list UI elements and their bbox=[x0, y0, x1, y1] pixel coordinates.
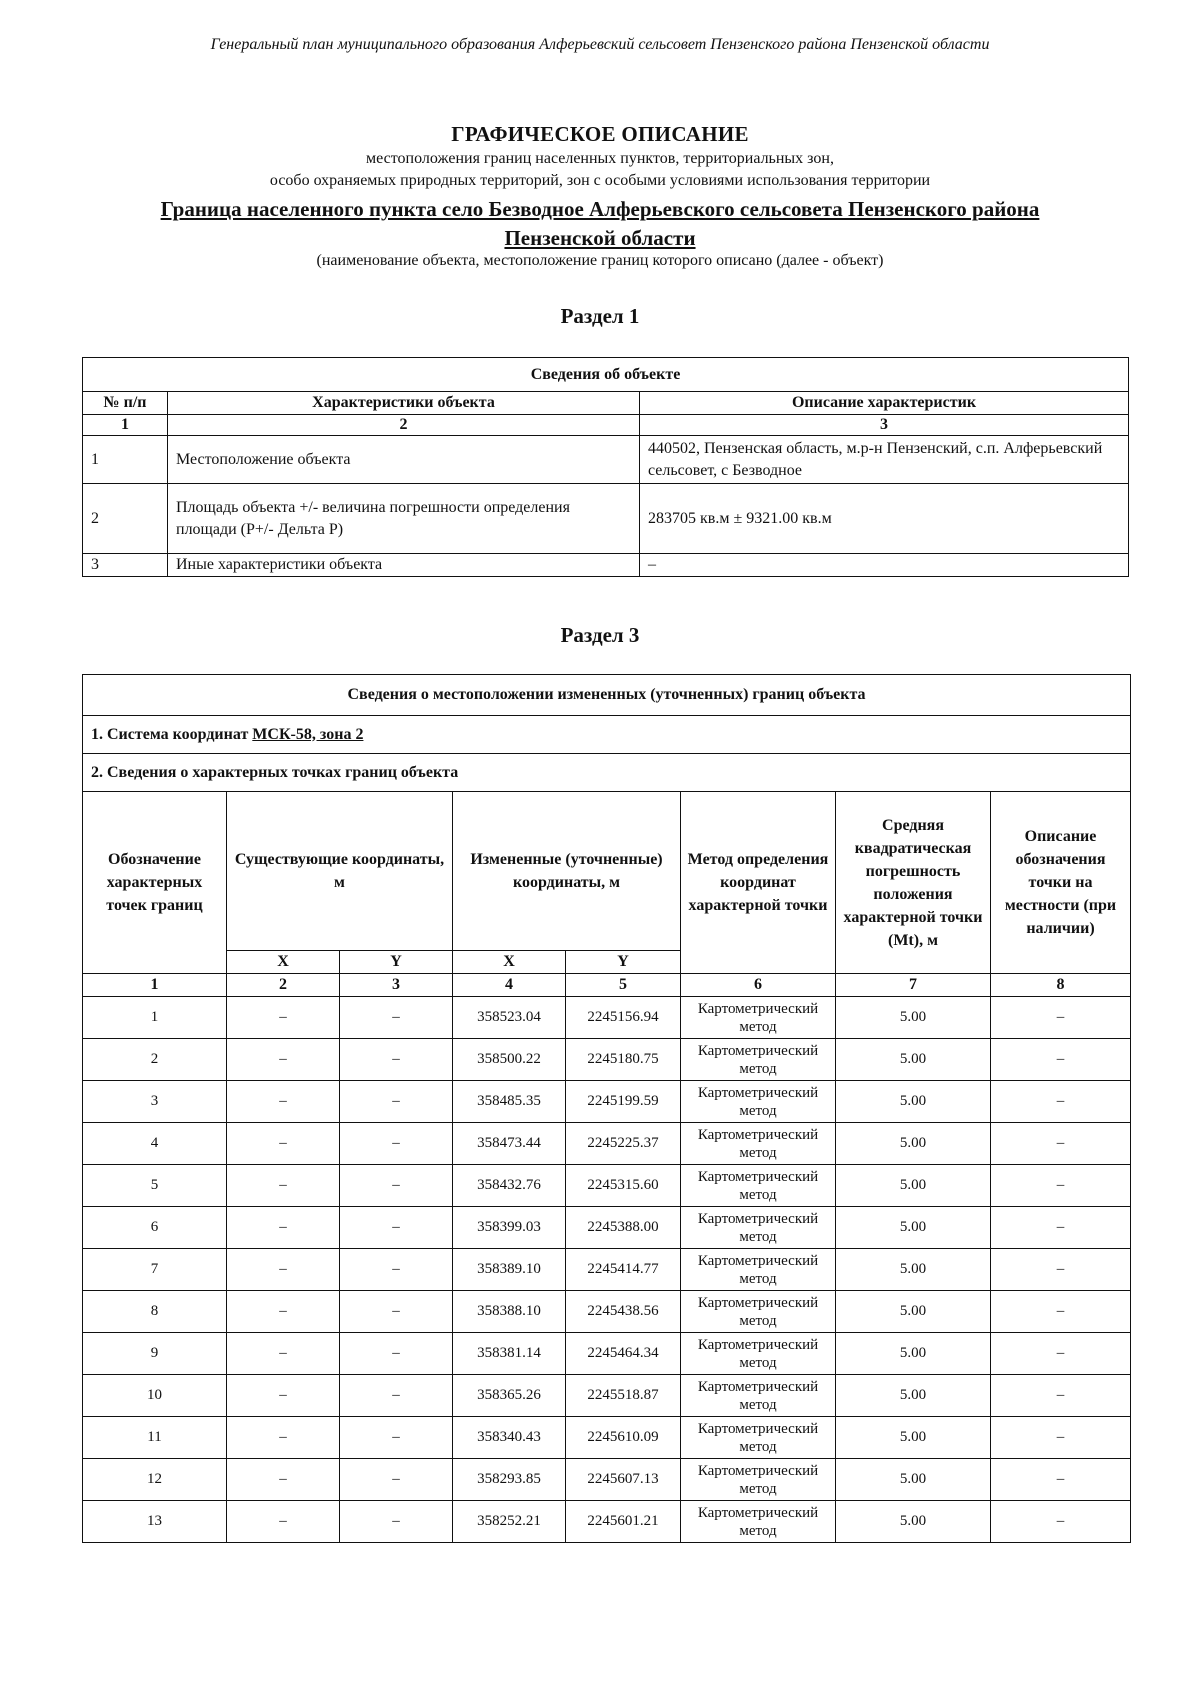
table-row bbox=[83, 1081, 1131, 1123]
point-description: – bbox=[991, 1291, 1131, 1333]
point-id: 6 bbox=[83, 1207, 227, 1249]
existing-x: – bbox=[227, 1249, 340, 1291]
header-changed-coords: Измененные (уточненные) координаты, м bbox=[453, 792, 681, 951]
col-number: 6 bbox=[681, 974, 836, 997]
existing-y: – bbox=[340, 1123, 453, 1165]
changed-y: 2245607.13 bbox=[566, 1459, 681, 1501]
method: Картометрический метод bbox=[681, 1123, 836, 1165]
changed-x: 358293.85 bbox=[453, 1459, 566, 1501]
table-row bbox=[83, 1039, 1131, 1081]
page-header: Генеральный план муниципального образования Алферьевский сельсовет Пензенского района Пензенской области bbox=[210, 36, 990, 53]
col-number: 2 bbox=[168, 415, 640, 436]
row-number: 3 bbox=[83, 554, 168, 577]
col-number: 3 bbox=[640, 415, 1129, 436]
method: Картометрический метод bbox=[681, 1333, 836, 1375]
characteristic-value: – bbox=[640, 554, 1129, 577]
section-3-title: Раздел 3 bbox=[560, 623, 640, 647]
existing-x: – bbox=[227, 1291, 340, 1333]
table-row bbox=[83, 997, 1131, 1039]
changed-x: 358365.26 bbox=[453, 1375, 566, 1417]
method: Картометрический метод bbox=[681, 1291, 836, 1333]
point-id: 1 bbox=[83, 997, 227, 1039]
col-number: 3 bbox=[340, 974, 453, 997]
characteristic-value: 440502, Пензенская область, м.р-н Пензенский, с.п. Алферьевский сельсовет, с Безводное bbox=[640, 436, 1129, 484]
existing-y: – bbox=[340, 1291, 453, 1333]
changed-y: 2245199.59 bbox=[566, 1081, 681, 1123]
object-info-table bbox=[82, 357, 1129, 577]
point-id: 8 bbox=[83, 1291, 227, 1333]
table-row bbox=[83, 1123, 1131, 1165]
existing-x: – bbox=[227, 1417, 340, 1459]
mean-square-error: 5.00 bbox=[836, 997, 991, 1039]
existing-x: – bbox=[227, 997, 340, 1039]
header-designation: Обозначение характерных точек границ bbox=[83, 792, 227, 974]
method: Картометрический метод bbox=[681, 1039, 836, 1081]
changed-x: 358485.35 bbox=[453, 1081, 566, 1123]
existing-y: – bbox=[340, 1081, 453, 1123]
header-error: Средняя квадратическая погрешность положения характерной точки (Мt), м bbox=[836, 792, 991, 974]
row-number: 2 bbox=[83, 484, 168, 554]
table-row bbox=[83, 1249, 1131, 1291]
changed-x: 358340.43 bbox=[453, 1417, 566, 1459]
existing-x: – bbox=[227, 1501, 340, 1543]
changed-y: 2245180.75 bbox=[566, 1039, 681, 1081]
point-description: – bbox=[991, 1081, 1131, 1123]
col-number: 5 bbox=[566, 974, 681, 997]
characteristic-name: Местоположение объекта bbox=[168, 436, 640, 484]
table-row bbox=[83, 554, 1129, 577]
point-id: 10 bbox=[83, 1375, 227, 1417]
method: Картометрический метод bbox=[681, 1375, 836, 1417]
changed-y: 2245156.94 bbox=[566, 997, 681, 1039]
col-header-characteristic: Характеристики объекта bbox=[168, 392, 640, 415]
header-existing-coords: Существующие координаты, м bbox=[227, 792, 453, 951]
header-existing-y: Y bbox=[340, 951, 453, 974]
table-row bbox=[83, 1165, 1131, 1207]
changed-x: 358473.44 bbox=[453, 1123, 566, 1165]
characteristic-name: Площадь объекта +/- величина погрешности определения площади (P+/- Дельта P) bbox=[168, 484, 640, 554]
existing-x: – bbox=[227, 1207, 340, 1249]
existing-x: – bbox=[227, 1039, 340, 1081]
col-number: 7 bbox=[836, 974, 991, 997]
point-id: 3 bbox=[83, 1081, 227, 1123]
changed-x: 358388.10 bbox=[453, 1291, 566, 1333]
point-description: – bbox=[991, 1249, 1131, 1291]
coordinate-system-label: 1. Система координат bbox=[91, 725, 253, 743]
mean-square-error: 5.00 bbox=[836, 1375, 991, 1417]
characteristic-name: Иные характеристики объекта bbox=[168, 554, 640, 577]
existing-y: – bbox=[340, 1165, 453, 1207]
changed-y: 2245518.87 bbox=[566, 1375, 681, 1417]
existing-x: – bbox=[227, 1333, 340, 1375]
col-number: 8 bbox=[991, 974, 1131, 997]
mean-square-error: 5.00 bbox=[836, 1249, 991, 1291]
col-number: 4 bbox=[453, 974, 566, 997]
existing-x: – bbox=[227, 1081, 340, 1123]
mean-square-error: 5.00 bbox=[836, 1165, 991, 1207]
points-section-label: 2. Сведения о характерных точках границ объекта bbox=[83, 754, 1131, 792]
method: Картометрический метод bbox=[681, 1417, 836, 1459]
section-1-title: Раздел 1 bbox=[560, 304, 640, 328]
method: Картометрический метод bbox=[681, 1459, 836, 1501]
row-number: 1 bbox=[83, 436, 168, 484]
point-id: 7 bbox=[83, 1249, 227, 1291]
subtitle-line-1: местоположения границ населенных пунктов, территориальных зон, bbox=[366, 150, 834, 167]
point-id: 12 bbox=[83, 1459, 227, 1501]
object-note: (наименование объекта, местоположение границ которого описано (далее - объект) bbox=[316, 252, 884, 269]
changed-y: 2245601.21 bbox=[566, 1501, 681, 1543]
existing-y: – bbox=[340, 1459, 453, 1501]
table-row bbox=[83, 1501, 1131, 1543]
mean-square-error: 5.00 bbox=[836, 1207, 991, 1249]
mean-square-error: 5.00 bbox=[836, 1123, 991, 1165]
object-name-line-2: Пензенской области bbox=[504, 226, 696, 250]
changed-y: 2245438.56 bbox=[566, 1291, 681, 1333]
mean-square-error: 5.00 bbox=[836, 1039, 991, 1081]
existing-y: – bbox=[340, 1207, 453, 1249]
header-changed-y: Y bbox=[566, 951, 681, 974]
point-description: – bbox=[991, 1333, 1131, 1375]
table-row bbox=[83, 1207, 1131, 1249]
changed-x: 358523.04 bbox=[453, 997, 566, 1039]
point-description: – bbox=[991, 1459, 1131, 1501]
point-id: 9 bbox=[83, 1333, 227, 1375]
header-changed-x: X bbox=[453, 951, 566, 974]
coordinate-system bbox=[83, 716, 1131, 754]
existing-y: – bbox=[340, 1501, 453, 1543]
col-number: 1 bbox=[83, 415, 168, 436]
point-description: – bbox=[991, 1039, 1131, 1081]
existing-y: – bbox=[340, 1249, 453, 1291]
changed-y: 2245315.60 bbox=[566, 1165, 681, 1207]
method: Картометрический метод bbox=[681, 1081, 836, 1123]
changed-x: 358399.03 bbox=[453, 1207, 566, 1249]
table-row bbox=[83, 1375, 1131, 1417]
method: Картометрический метод bbox=[681, 1165, 836, 1207]
changed-y: 2245225.37 bbox=[566, 1123, 681, 1165]
changed-x: 358381.14 bbox=[453, 1333, 566, 1375]
object-name-line-1: Граница населенного пункта село Безводное Алферьевского сельсовета Пензенского района bbox=[160, 197, 1040, 221]
point-id: 13 bbox=[83, 1501, 227, 1543]
point-description: – bbox=[991, 1501, 1131, 1543]
header-method: Метод определения координат характерной точки bbox=[681, 792, 836, 974]
point-description: – bbox=[991, 1375, 1131, 1417]
changed-x: 358500.22 bbox=[453, 1039, 566, 1081]
boundary-points-table-title: Сведения о местоположении измененных (уточненных) границ объекта bbox=[83, 675, 1131, 716]
changed-y: 2245464.34 bbox=[566, 1333, 681, 1375]
col-number: 2 bbox=[227, 974, 340, 997]
boundary-points-table bbox=[82, 674, 1131, 1543]
changed-x: 358252.21 bbox=[453, 1501, 566, 1543]
mean-square-error: 5.00 bbox=[836, 1501, 991, 1543]
existing-x: – bbox=[227, 1459, 340, 1501]
point-description: – bbox=[991, 1165, 1131, 1207]
point-id: 11 bbox=[83, 1417, 227, 1459]
changed-x: 358432.76 bbox=[453, 1165, 566, 1207]
existing-x: – bbox=[227, 1375, 340, 1417]
mean-square-error: 5.00 bbox=[836, 1417, 991, 1459]
changed-y: 2245414.77 bbox=[566, 1249, 681, 1291]
changed-x: 358389.10 bbox=[453, 1249, 566, 1291]
mean-square-error: 5.00 bbox=[836, 1291, 991, 1333]
method: Картометрический метод bbox=[681, 1501, 836, 1543]
mean-square-error: 5.00 bbox=[836, 1081, 991, 1123]
mean-square-error: 5.00 bbox=[836, 1459, 991, 1501]
changed-y: 2245388.00 bbox=[566, 1207, 681, 1249]
table-row bbox=[83, 484, 1129, 554]
table-row bbox=[83, 1333, 1131, 1375]
existing-y: – bbox=[340, 1039, 453, 1081]
document-title: ГРАФИЧЕСКОЕ ОПИСАНИЕ bbox=[451, 122, 749, 146]
table-row bbox=[83, 436, 1129, 484]
changed-y: 2245610.09 bbox=[566, 1417, 681, 1459]
existing-y: – bbox=[340, 997, 453, 1039]
existing-x: – bbox=[227, 1165, 340, 1207]
existing-y: – bbox=[340, 1333, 453, 1375]
point-description: – bbox=[991, 1123, 1131, 1165]
point-id: 4 bbox=[83, 1123, 227, 1165]
point-description: – bbox=[991, 997, 1131, 1039]
table-row bbox=[83, 1459, 1131, 1501]
header-existing-x: X bbox=[227, 951, 340, 974]
existing-x: – bbox=[227, 1123, 340, 1165]
point-description: – bbox=[991, 1417, 1131, 1459]
object-info-table-title: Сведения об объекте bbox=[83, 358, 1129, 392]
table-row bbox=[83, 1291, 1131, 1333]
mean-square-error: 5.00 bbox=[836, 1333, 991, 1375]
existing-y: – bbox=[340, 1375, 453, 1417]
point-id: 2 bbox=[83, 1039, 227, 1081]
point-id: 5 bbox=[83, 1165, 227, 1207]
characteristic-value: 283705 кв.м ± 9321.00 кв.м bbox=[640, 484, 1129, 554]
col-number: 1 bbox=[83, 974, 227, 997]
table-row bbox=[83, 1417, 1131, 1459]
method: Картометрический метод bbox=[681, 1249, 836, 1291]
subtitle-line-2: особо охраняемых природных территорий, зон с особыми условиями использования территории bbox=[269, 172, 931, 189]
method: Картометрический метод bbox=[681, 1207, 836, 1249]
header-description: Описание обозначения точки на местности (при наличии) bbox=[991, 792, 1131, 974]
col-header-description: Описание характеристик bbox=[640, 392, 1129, 415]
col-header-number: № п/п bbox=[83, 392, 168, 415]
existing-y: – bbox=[340, 1417, 453, 1459]
method: Картометрический метод bbox=[681, 997, 836, 1039]
point-description: – bbox=[991, 1207, 1131, 1249]
coordinate-system-value: МСК-58, зона 2 bbox=[252, 725, 364, 743]
